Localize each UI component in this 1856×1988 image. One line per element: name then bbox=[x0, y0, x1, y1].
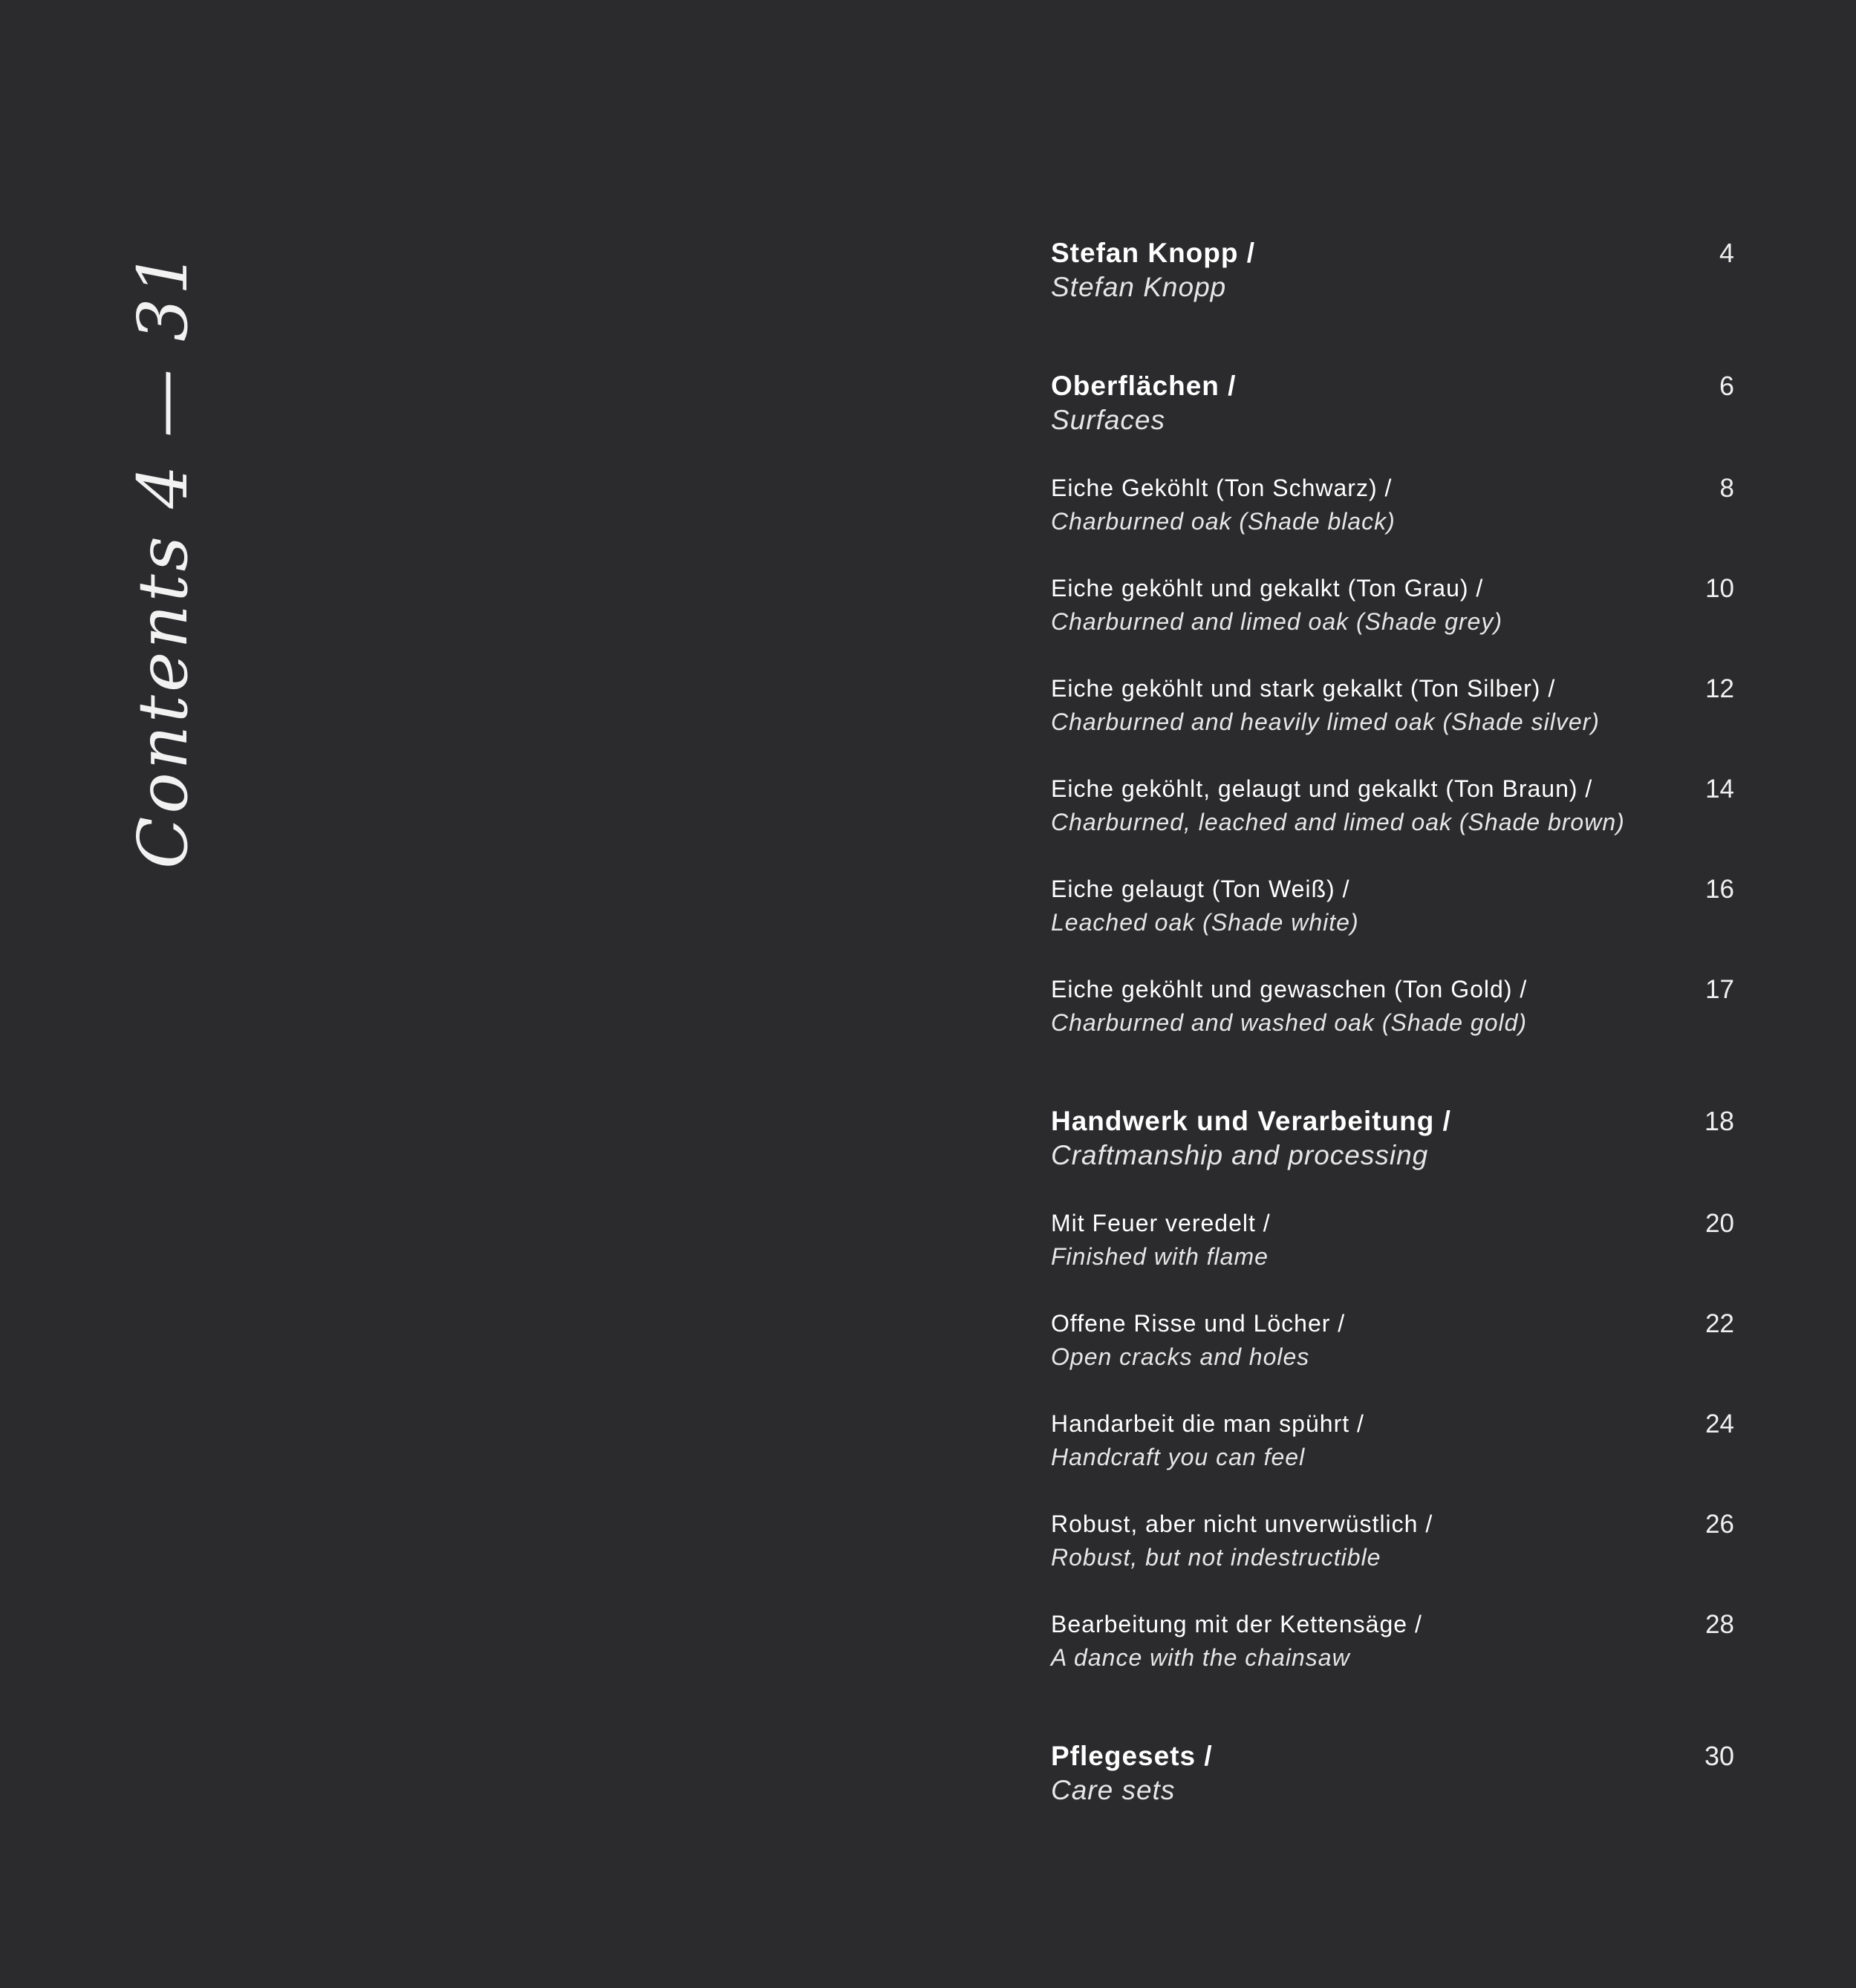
toc-entry-stefan-knopp[interactable] bbox=[1051, 236, 1734, 304]
entry-title-de: Robust, aber nicht unverwüstlich / bbox=[1051, 1510, 1433, 1537]
entry-page-number: 30 bbox=[1704, 1741, 1734, 1771]
toc-entry-handarbeit[interactable] bbox=[1051, 1407, 1734, 1474]
entry-title-en: Charburned oak (Shade black) bbox=[1051, 508, 1396, 535]
entry-title-de: Bearbeitung mit der Kettensäge / bbox=[1051, 1611, 1422, 1637]
entry-title-de: Eiche geköhlt und stark gekalkt (Ton Silber) / bbox=[1051, 675, 1556, 702]
entry-title-de: Stefan Knopp / bbox=[1051, 238, 1256, 268]
entry-title-en: Charburned and washed oak (Shade gold) bbox=[1051, 1009, 1528, 1036]
entry-page-number: 4 bbox=[1719, 238, 1734, 268]
toc-entry-ton-grau[interactable] bbox=[1051, 572, 1734, 639]
entry-page-number: 26 bbox=[1705, 1510, 1734, 1539]
table-of-contents bbox=[1051, 0, 1734, 1988]
entry-title-en: Charburned, leached and limed oak (Shade brown) bbox=[1051, 809, 1625, 835]
entry-page-number: 22 bbox=[1705, 1309, 1734, 1338]
entry-title-en: Robust, but not indestructible bbox=[1051, 1544, 1381, 1571]
entry-title-en: Finished with flame bbox=[1051, 1243, 1269, 1270]
toc-entry-ton-schwarz[interactable] bbox=[1051, 472, 1734, 538]
entry-title-en: Surfaces bbox=[1051, 405, 1166, 435]
entry-title-en: Charburned and heavily limed oak (Shade silver) bbox=[1051, 708, 1600, 735]
entry-page-number: 17 bbox=[1705, 975, 1734, 1004]
entry-title-en: A dance with the chainsaw bbox=[1051, 1644, 1350, 1671]
toc-entry-ton-silber[interactable] bbox=[1051, 672, 1734, 739]
toc-entry-ton-weiss[interactable] bbox=[1051, 873, 1734, 939]
entry-title-de: Eiche geköhlt und gewaschen (Ton Gold) / bbox=[1051, 976, 1528, 1003]
toc-entry-robust[interactable] bbox=[1051, 1508, 1734, 1574]
entry-title-de: Handarbeit die man spührt / bbox=[1051, 1410, 1364, 1437]
entry-page-number: 18 bbox=[1704, 1106, 1734, 1136]
entry-page-number: 14 bbox=[1705, 775, 1734, 804]
entry-title-de: Eiche gelaugt (Ton Weiß) / bbox=[1051, 876, 1350, 902]
entry-title-en: Care sets bbox=[1051, 1775, 1176, 1805]
toc-entry-handwerk[interactable] bbox=[1051, 1104, 1734, 1173]
toc-entry-ton-gold[interactable] bbox=[1051, 973, 1734, 1040]
entry-title-de: Oberflächen / bbox=[1051, 371, 1237, 401]
toc-entry-offene-risse[interactable] bbox=[1051, 1307, 1734, 1374]
entry-title-de: Eiche geköhlt und gekalkt (Ton Grau) / bbox=[1051, 575, 1484, 602]
toc-entry-pflegesets[interactable] bbox=[1051, 1739, 1734, 1808]
entry-title-en: Leached oak (Shade white) bbox=[1051, 909, 1359, 936]
entry-title-en: Charburned and limed oak (Shade grey) bbox=[1051, 608, 1502, 635]
entry-page-number: 10 bbox=[1705, 574, 1734, 603]
entry-page-number: 8 bbox=[1719, 474, 1734, 503]
toc-entry-oberflaechen[interactable] bbox=[1051, 369, 1734, 437]
entry-title-en: Handcraft you can feel bbox=[1051, 1444, 1306, 1470]
entry-page-number: 12 bbox=[1705, 674, 1734, 703]
entry-title-en: Open cracks and holes bbox=[1051, 1343, 1310, 1370]
entry-page-number: 20 bbox=[1705, 1209, 1734, 1238]
entry-page-number: 28 bbox=[1705, 1610, 1734, 1639]
entry-title-de: Offene Risse und Löcher / bbox=[1051, 1310, 1346, 1337]
toc-entry-kettensaege[interactable] bbox=[1051, 1608, 1734, 1675]
entry-title-de: Handwerk und Verarbeitung / bbox=[1051, 1106, 1451, 1136]
entry-page-number: 24 bbox=[1705, 1409, 1734, 1438]
contents-title: Contents 4 — 31 bbox=[123, 248, 203, 869]
entry-title-en: Craftmanship and processing bbox=[1051, 1140, 1429, 1170]
entry-title-de: Mit Feuer veredelt / bbox=[1051, 1210, 1271, 1236]
toc-entry-ton-braun[interactable] bbox=[1051, 772, 1734, 839]
entry-page-number: 6 bbox=[1719, 371, 1734, 401]
entry-title-de: Eiche geköhlt, gelaugt und gekalkt (Ton Braun) / bbox=[1051, 775, 1593, 802]
entry-page-number: 16 bbox=[1705, 875, 1734, 904]
entry-title-de: Eiche Geköhlt (Ton Schwarz) / bbox=[1051, 475, 1393, 501]
toc-entry-mit-feuer[interactable] bbox=[1051, 1207, 1734, 1274]
entry-title-de: Pflegesets / bbox=[1051, 1741, 1213, 1771]
entry-title-en: Stefan Knopp bbox=[1051, 272, 1227, 302]
